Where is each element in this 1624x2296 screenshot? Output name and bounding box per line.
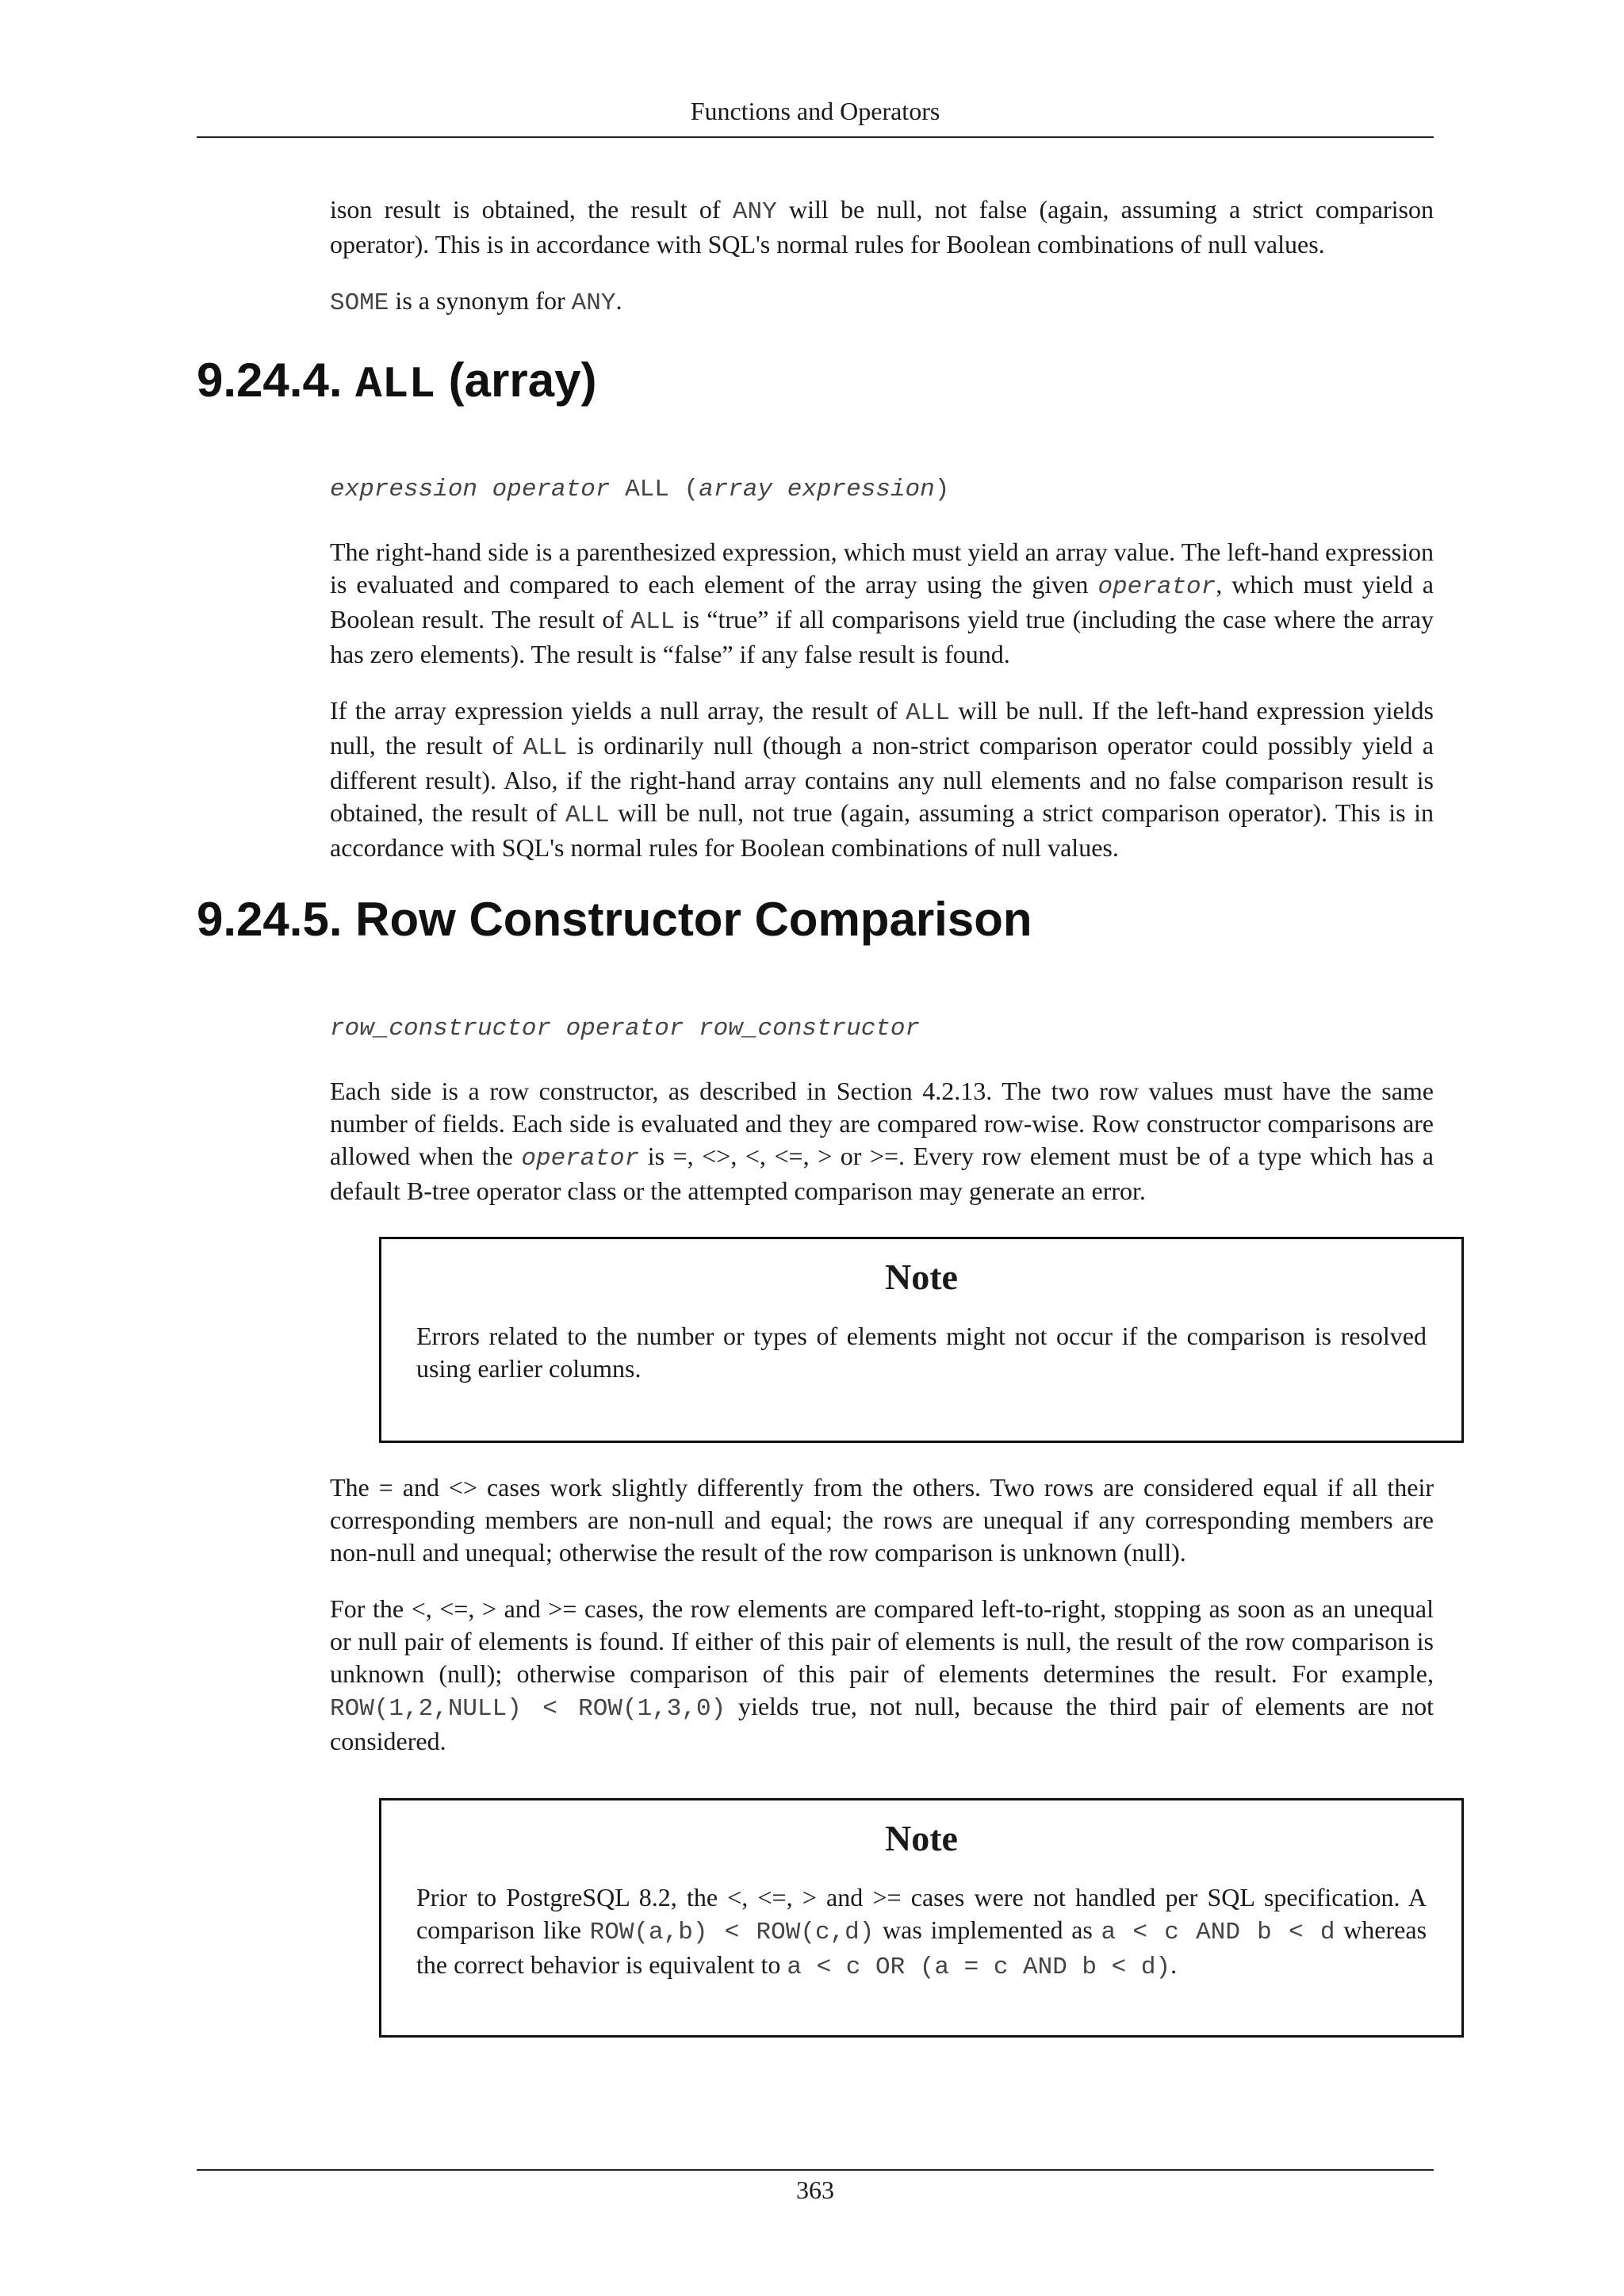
row-body-2 xyxy=(330,1471,1434,1758)
inline-code: ALL xyxy=(630,608,676,636)
text: will be null, not false (again, assuming a strict comparison operator). This is in accordance with SQL's normal rules for Boolean combinations of null values. xyxy=(330,195,1434,258)
inline-code: ALL xyxy=(906,699,950,727)
text: , which must yield a Boolean result. The result of xyxy=(330,570,1434,633)
inline-code: ANY xyxy=(732,198,777,226)
footer-rule xyxy=(197,2169,1434,2171)
note-box-1 xyxy=(379,1237,1464,1443)
row-paragraph-3 xyxy=(330,1593,1434,1758)
inline-code: ALL xyxy=(523,734,568,762)
synopsis-text: row_constructor operator row_constructor xyxy=(330,1015,921,1043)
note-text: Errors related to the number or types of elements might not occur if the comparison is resolved using earlier columns. xyxy=(416,1322,1427,1383)
section-number: 9.24.4. xyxy=(197,354,356,407)
row-synopsis xyxy=(330,1013,1434,1045)
section-heading-all-array xyxy=(197,352,1434,413)
text: The right-hand side is a parenthesized expression, which must yield an array value. The left-hand expression is evaluated and compared to each element of the array using the given xyxy=(330,538,1434,599)
text: . xyxy=(615,286,622,315)
inline-code: operator xyxy=(1097,573,1216,601)
text: is “true” if all comparisons yield true (including the case where the array has zero elements). The result is “false” if any false result is found. xyxy=(330,605,1434,668)
text: . xyxy=(1170,1950,1178,1979)
inline-code: ALL xyxy=(565,802,610,829)
section-suffix: (array) xyxy=(435,354,597,407)
text: is a synonym for xyxy=(389,286,572,315)
row-paragraph-1 xyxy=(330,1075,1434,1207)
text: Each side is a row constructor, as described in Section 4.2.13. The two row values must have the same number of fields. Each side is evaluated and they are compared row-wise. Row constructor comparisons are allowed when the xyxy=(330,1077,1434,1170)
text: For the <, <=, > and >= cases, the row elements are compared left-to-right, stopping as soon as an unequal or null pair of elements is found. If either of this pair of elements is null, the result of the row comparison is unknown (null); otherwise comparison of this pair of elements determines the result. For example, xyxy=(330,1594,1434,1688)
inline-code: ROW(1,2,NULL) < ROW(1,3,0) xyxy=(330,1695,726,1723)
note-text xyxy=(416,1881,1427,1984)
row-paragraph-2: The = and <> cases work slightly differently from the others. Two rows are considered equal if all their corresponding members are non-null and equal; the rows are unequal if any corresponding members are non-null and unequal; otherwise the result of the row comparison is unknown (null). xyxy=(330,1473,1434,1567)
synopsis-paren: ) xyxy=(934,476,950,503)
all-body xyxy=(330,536,1434,864)
inline-code: ROW(a,b) < ROW(c,d) xyxy=(589,1919,875,1946)
header-rule xyxy=(197,136,1434,138)
text: was implemented as xyxy=(874,1915,1101,1944)
intro-paragraph-2 xyxy=(330,285,1434,320)
intro-paragraph-1 xyxy=(330,193,1434,261)
inline-code: a < c AND b < d xyxy=(1101,1919,1335,1946)
note-title: Note xyxy=(885,1818,958,1858)
text: will be null, not true (again, assuming a strict comparison operator). This is in accordance with SQL's normal rules for Boolean combinations of null values. xyxy=(330,798,1434,862)
synopsis-keyword: ALL ( xyxy=(610,476,699,503)
row-body xyxy=(330,1075,1434,1207)
all-paragraph-2 xyxy=(330,695,1434,864)
text: ison result is obtained, the result of xyxy=(330,195,733,224)
synopsis-param: array expression xyxy=(699,476,935,503)
running-header: Functions and Operators xyxy=(690,97,940,125)
inline-code: ANY xyxy=(571,289,616,317)
inline-code: operator xyxy=(521,1145,640,1173)
text: is =, <>, <, <=, > or >=. Every row element must be of a type which has a default B-tree operator class or the attempted comparison may generate an error. xyxy=(330,1142,1434,1205)
section-code: ALL xyxy=(355,359,435,410)
text: Prior to PostgreSQL 8.2, the <, <=, > and >= cases were not handled per SQL specification. A comparison like xyxy=(416,1883,1427,1944)
text: is ordinarily null (though a non-strict comparison operator could possibly yield a different result). Also, if the right-hand array contains any null elements and no false comparison result is obtained, the result of xyxy=(330,731,1434,827)
all-paragraph-1 xyxy=(330,536,1434,671)
inline-code: SOME xyxy=(330,289,389,317)
section-heading-row-constructor: 9.24.5. Row Constructor Comparison xyxy=(197,893,1032,946)
text: will be null. If the left-hand expression yields null, the result of xyxy=(330,696,1434,760)
all-synopsis xyxy=(330,474,1434,506)
text: yields true, not null, because the third pair of elements are not considered. xyxy=(330,1692,1434,1755)
text: whereas the correct behavior is equivalent to xyxy=(416,1915,1427,1979)
intro-block xyxy=(330,193,1434,320)
text: If the array expression yields a null array, the result of xyxy=(330,696,906,725)
synopsis-param: expression operator xyxy=(330,476,611,503)
inline-code: a < c OR (a = c AND b < d) xyxy=(787,1954,1171,1981)
note-title: Note xyxy=(885,1257,958,1297)
note-box-2 xyxy=(379,1798,1464,2038)
page-number: 363 xyxy=(796,2175,834,2204)
